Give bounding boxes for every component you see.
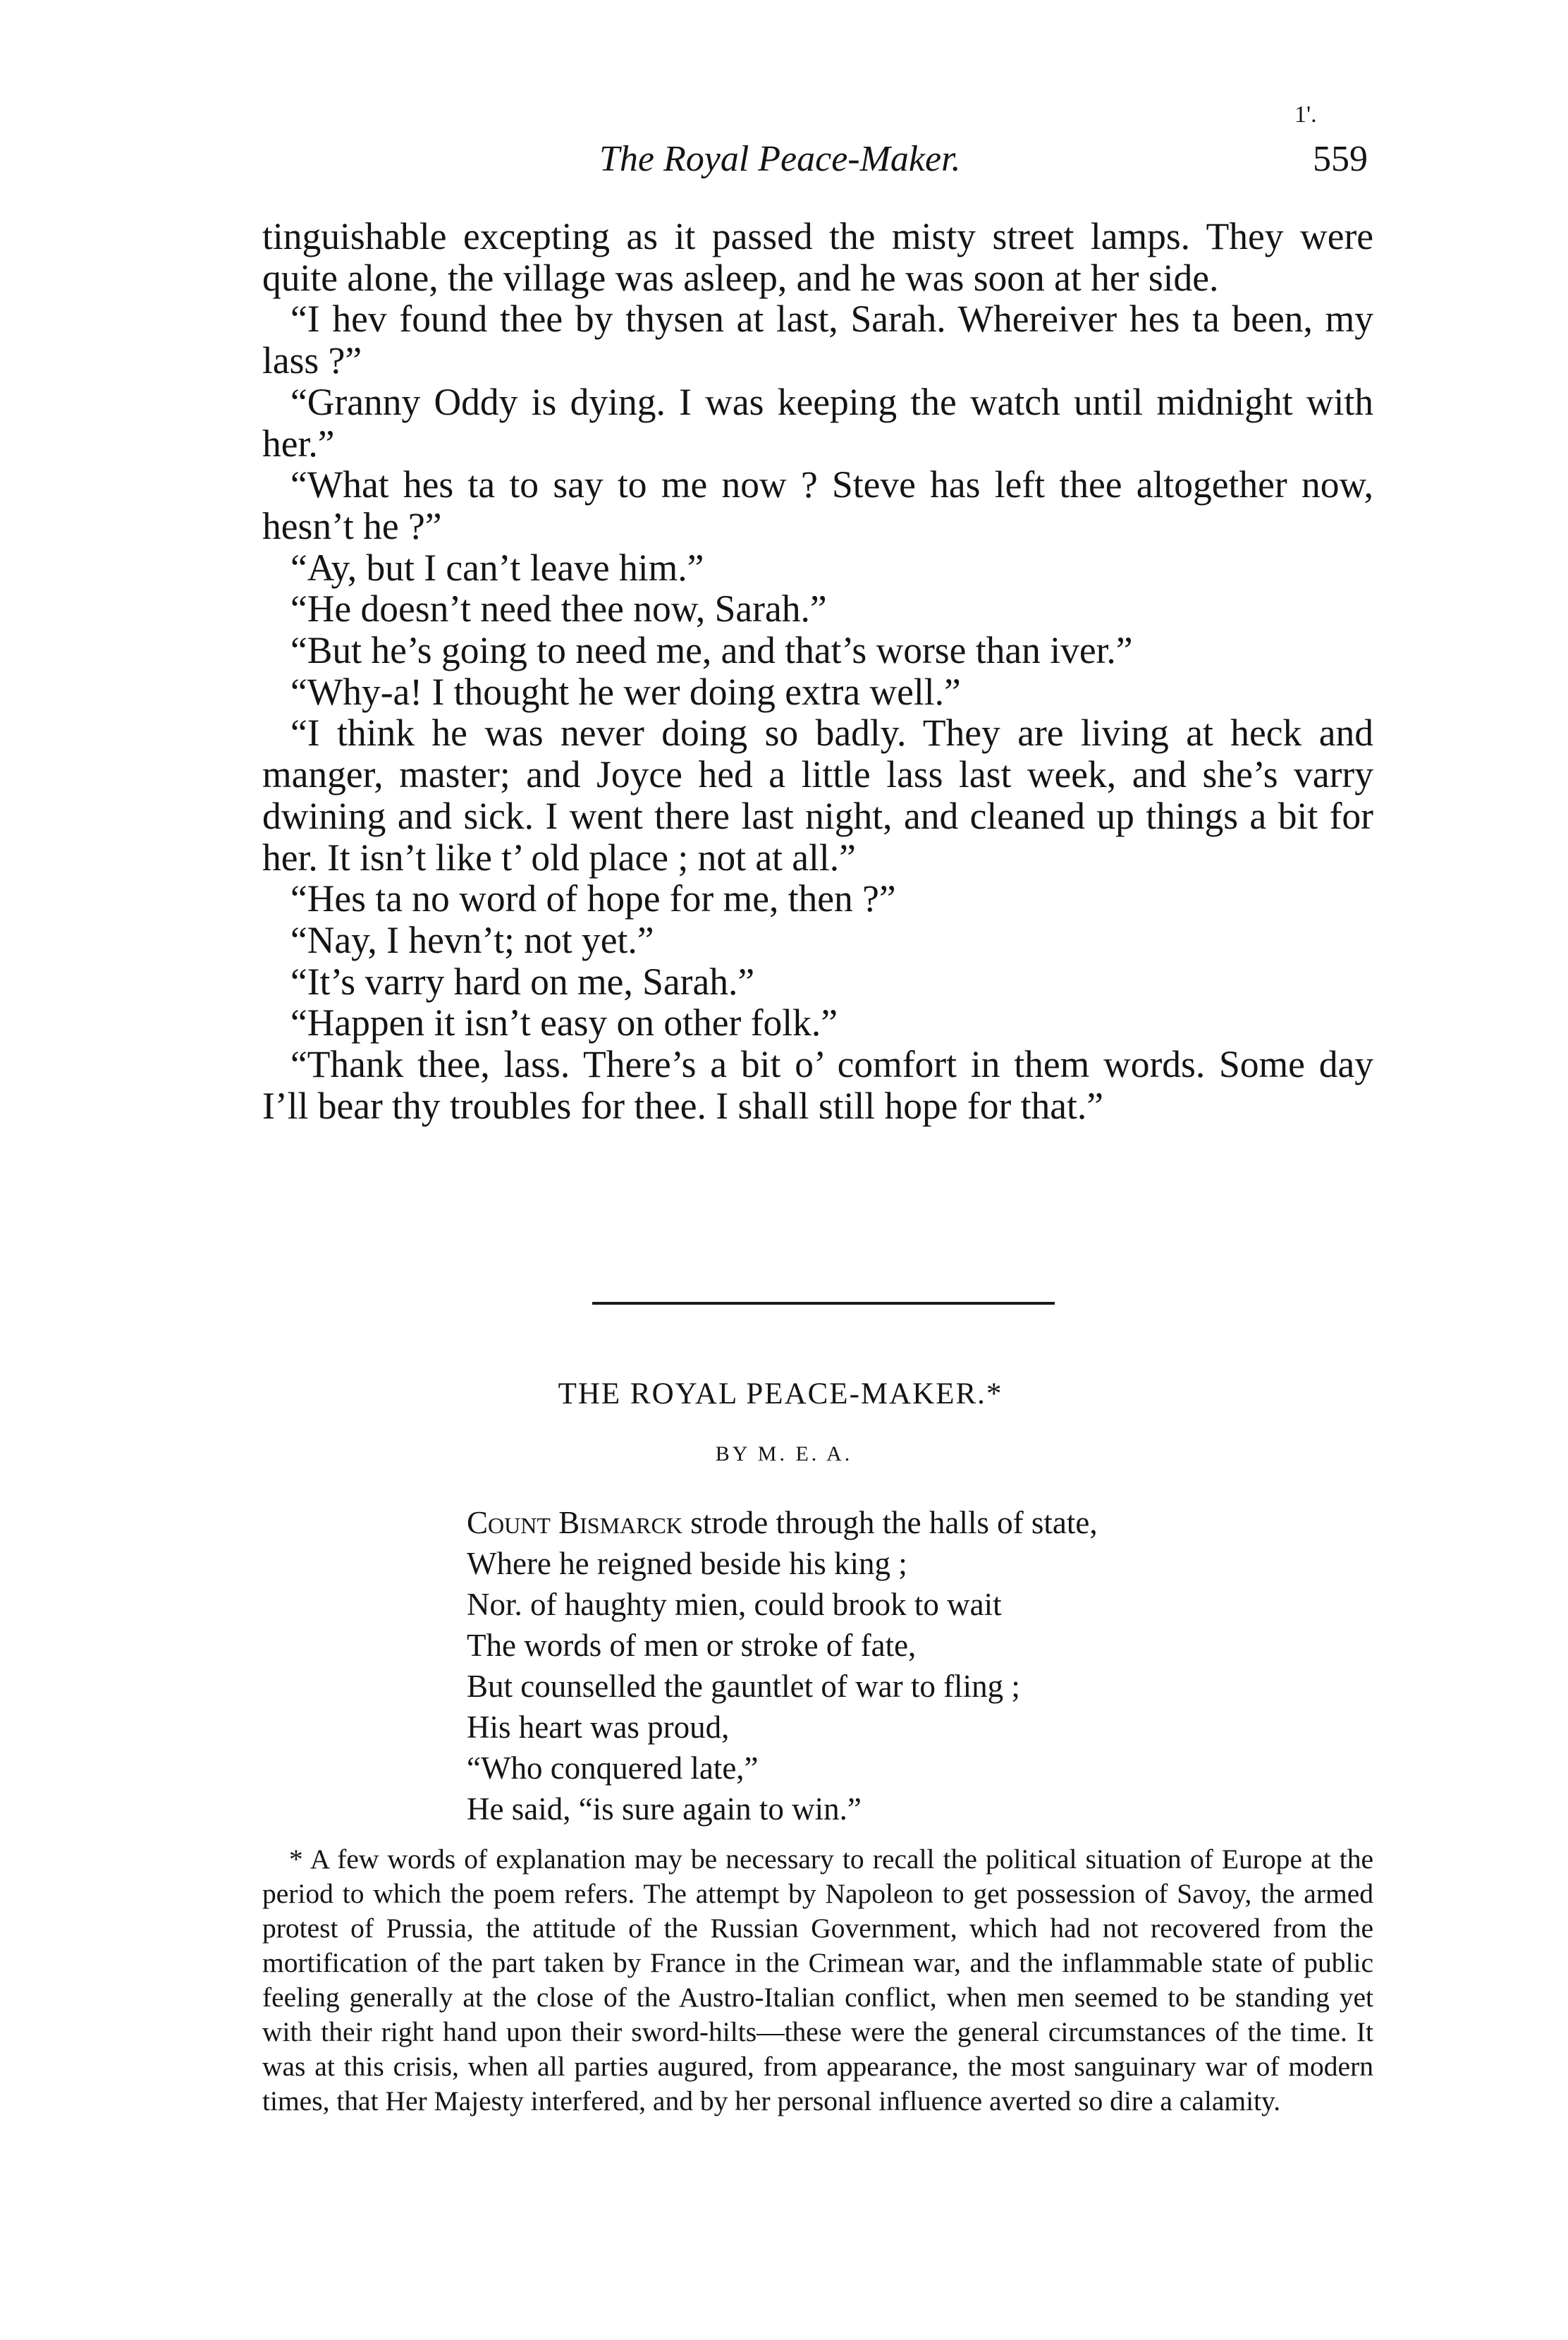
poem-line [467, 1584, 1383, 1625]
poem-byline: BY M. E. A. [715, 1442, 853, 1465]
prose-paragraph: “But he’s going to need me, and that’s worse than iver.” [290, 629, 1133, 672]
poem-line [467, 1543, 1383, 1584]
running-title: The Royal Peace-Maker. [599, 139, 961, 179]
page-number: 559 [1313, 139, 1368, 179]
poem-opening-small-caps: Count Bismarck [467, 1505, 682, 1540]
poem-stanza [467, 1502, 1383, 1829]
poem-line [467, 1502, 1383, 1543]
prose-paragraph: “Nay, I hevn’t; not yet.” [290, 918, 654, 961]
prose-paragraph: “It’s varry hard on me, Sarah.” [290, 960, 755, 1003]
prose-paragraph: “Thank thee, lass. There’s a bit o’ comfort in them words. Some day I’ll bear thy troubles for thee. I shall still hope for that.” [262, 1043, 1373, 1127]
poem-line-text: His heart was proud, [467, 1710, 730, 1745]
prose-paragraph: “What hes ta to say to me now ? Steve has left thee altogether now, hesn’t he ?” [262, 463, 1373, 547]
footnote-marker: * [986, 1377, 1003, 1410]
poem-line-text: strode through the halls of state, [682, 1505, 1098, 1540]
prose-paragraph: “I hev found thee by thysen at last, Sarah. Whereiver hes ta been, my lass ?” [262, 298, 1373, 382]
prose-paragraph: “Why-a! I thought he wer doing extra well.” [290, 670, 961, 713]
poem-line-text: Nor. of haughty mien, could brook to wait [467, 1587, 1002, 1622]
section-divider [592, 1302, 1055, 1305]
poem-line-text: Where he reigned beside his king ; [467, 1546, 907, 1581]
footnote [262, 1842, 1373, 2119]
poem-line [467, 1625, 1383, 1666]
prose-paragraph: “I think he was never doing so badly. They are living at heck and manger, master; and Joyce hed a little lass last week, and she’s varry dwining and sick. I went there last night, and cleaned up things a bit for her. It isn’t like t’ old place ; not at all.” [262, 712, 1373, 879]
prose-body [262, 216, 1373, 1126]
poem-line [467, 1707, 1383, 1748]
prose-paragraph: “He doesn’t need thee now, Sarah.” [290, 587, 827, 630]
poem-line-text: He said, “is sure again to win.” [467, 1791, 862, 1827]
corner-mark: 1'. [1294, 102, 1317, 128]
poem-title [0, 1377, 1568, 1411]
poem-line [467, 1788, 1383, 1829]
prose-paragraph: “Ay, but I can’t leave him.” [290, 546, 704, 589]
poem-line [467, 1666, 1383, 1707]
prose-paragraph: tinguishable excepting as it passed the misty street lamps. They were quite alone, the village was asleep, and he was soon at her side. [262, 215, 1373, 299]
prose-paragraph: “Hes ta no word of hope for me, then ?” [290, 877, 896, 920]
prose-paragraph: “Granny Oddy is dying. I was keeping the watch until midnight with her.” [262, 380, 1373, 465]
poem-line-text: The words of men or stroke of fate, [467, 1628, 917, 1663]
running-header [254, 138, 1368, 195]
poem-line-text: But counselled the gauntlet of war to fling ; [467, 1669, 1020, 1704]
poem-line [467, 1748, 1383, 1788]
prose-paragraph: “Happen it isn’t easy on other folk.” [290, 1001, 838, 1044]
poem-title-text: THE ROYAL PEACE-MAKER. [558, 1377, 986, 1410]
poem-line-text: “Who conquered late,” [467, 1750, 759, 1786]
footnote-text: * A few words of explanation may be necessary to recall the political situation of Europe at the period to which the poem refers. The attempt by Napoleon to get possession of Savoy, the armed protest of Prussia, the attitude of the Russian Government, which had not recovered from the mortification of the part taken by France in the Crimean war, and the inflammable state of public feeling generally at the close of the Austro-Italian conflict, when men seemed to be standing yet with their right hand upon their sword-hilts—these were the general circumstances of the time. It was at this crisis, when all parties augured, from appearance, the most sanguinary war of modern times, that Her Majesty interfered, and by her personal influence averted so dire a calamity. [262, 1844, 1373, 2116]
